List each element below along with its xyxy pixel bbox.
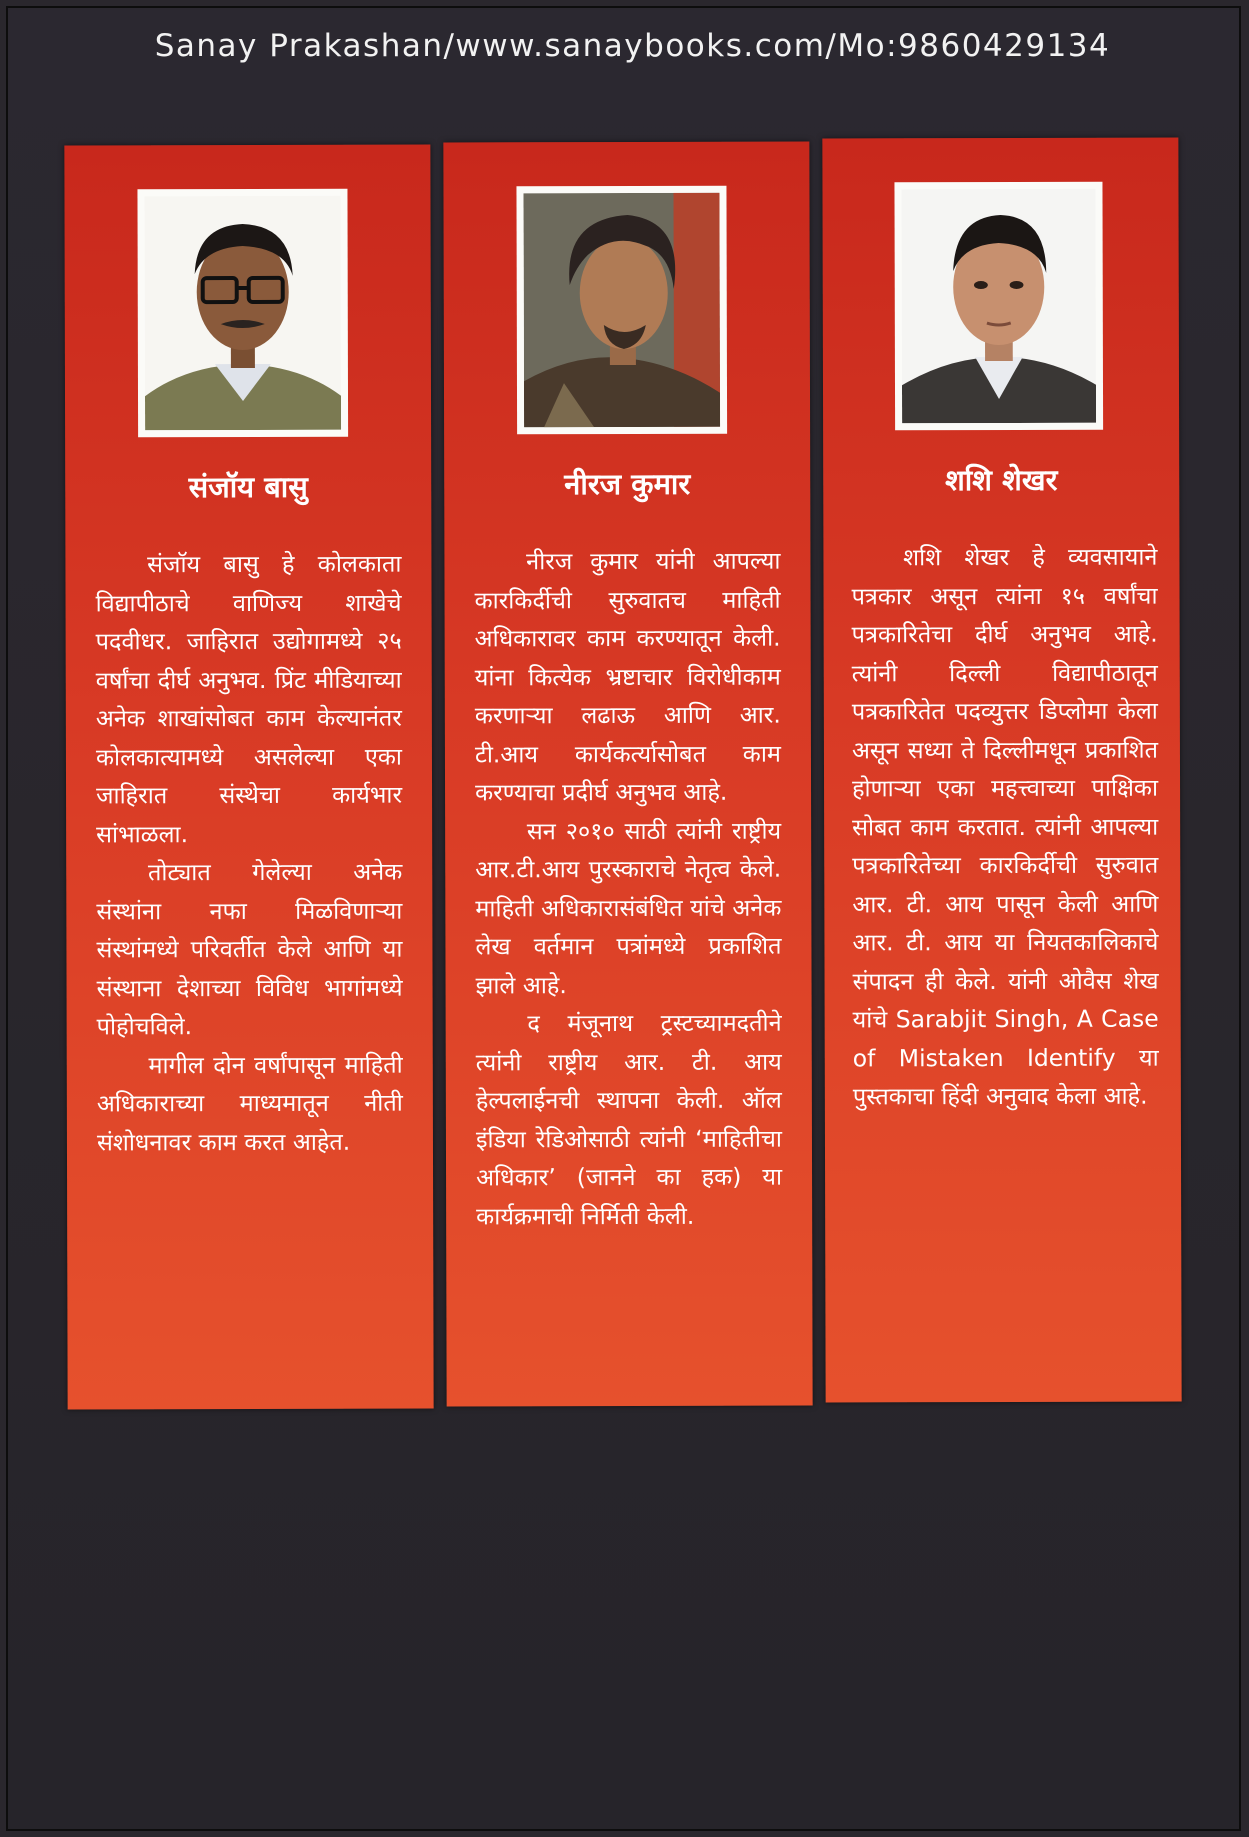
author-bio: [95, 545, 403, 1162]
bio-paragraph: शशि शेखर हे व्यवसायाने पत्रकार असून त्यांना १५ वर्षांचा पत्रकारितेचा दीर्घ अनुभव आहे. त्यांनी दिल्ली विद्यापीठातून पत्रकारितेत पदव्युत्तर डिप्लोमा केला असून सध्या ते दिल्लीमधून प्रकाशित होणाऱ्या एका महत्त्वाच्या पाक्षिका सोबत काम करतात. त्यांनी आपल्या पत्रकारितेच्या कारकिर्दीची सुरुवात आर. टी. आय पासून केली आणि आर. टी. आय या नियतकालिकाचे संपादन ही केले. यांनी ओवैस शेख यांचे Sarabjit Singh, A Case of Mistaken Identify या पुस्तकाचा हिंदी अनुवाद केला आहे.: [851, 542, 1159, 1111]
back-cover: [6, 6, 1241, 1831]
bio-paragraph: द मंजूनाथ ट्रस्टच्यामदतीने त्यांनी राष्ट्रीय आर. टी. आय हेल्पलाईनची स्थापना केली. ऑल इंडिया रेडिओसाठी त्यांनी ‘माहितीचा अधिकार’ (जानने का हक) या कार्यक्रमाची निर्मिती केली.: [475, 1008, 783, 1230]
bio-paragraph: नीरज कुमार यांनी आपल्या कारकिर्दीची सुरुवातच माहिती अधिकारावर काम करण्यातून केली. यांना कित्येक भ्रष्टाचार विरोधीकाम करणाऱ्या लढाऊ आणि आर. टी.आय कार्यकर्त्यासोबत काम करण्याचा प्रदीर्घ अनुभव आहे.: [474, 546, 781, 807]
author-name: नीरज कुमार: [564, 466, 691, 502]
bio-paragraph: मागील दोन वर्षांपासून माहिती अधिकाराच्या माध्यमातून नीती संशोधनावर काम करत आहेत.: [96, 1050, 403, 1156]
author-panel-shashi-shekhar: [822, 138, 1181, 1403]
author-panel-neeraj-kumar: [443, 142, 812, 1407]
author-bio: [851, 538, 1159, 1116]
bio-paragraph: संजॉय बासु हे कोलकाता विद्यापीठाचे वाणिज्य शाखेचे पदवीधर. जाहिरात उद्योगामध्ये २५ वर्षांचा दीर्घ अनुभव. प्रिंट मीडियाच्या अनेक शाखांसोबत काम केल्यानंतर कोलकात्यामध्ये असलेल्या एका जाहिरात संस्थेचा कार्यभार सांभाळला.: [95, 549, 403, 848]
bio-paragraph: तोट्यात गेलेल्या अनेक संस्थांना नफा मिळविणाऱ्या संस्थांमध्ये परिवर्तीत केले आणि या संस्थाना देशाच्या विविध भागांमध्ये पोहोचविले.: [96, 857, 403, 1041]
publisher-header: Sanay Prakashan/www.sanaybooks.com/Mo:9860429134: [154, 28, 1111, 64]
author-name: संजॉय बासु: [188, 469, 308, 505]
author-bio: [474, 542, 782, 1236]
author-panel-sanjoy-basu: [64, 145, 433, 1410]
author-photo-neeraj-kumar: [516, 186, 727, 435]
author-photo-sanjoy-basu: [137, 189, 348, 438]
author-name: शशि शेखर: [945, 462, 1058, 498]
bio-paragraph: सन २०१० साठी त्यांनी राष्ट्रीय आर.टी.आय पुरस्काराचे नेतृत्व केले. माहिती अधिकारासंबंधित यांचे अनेक लेख वर्तमान पत्रांमध्ये प्रकाशित झाले आहे.: [475, 816, 782, 999]
author-photo-shashi-shekhar: [894, 182, 1103, 431]
